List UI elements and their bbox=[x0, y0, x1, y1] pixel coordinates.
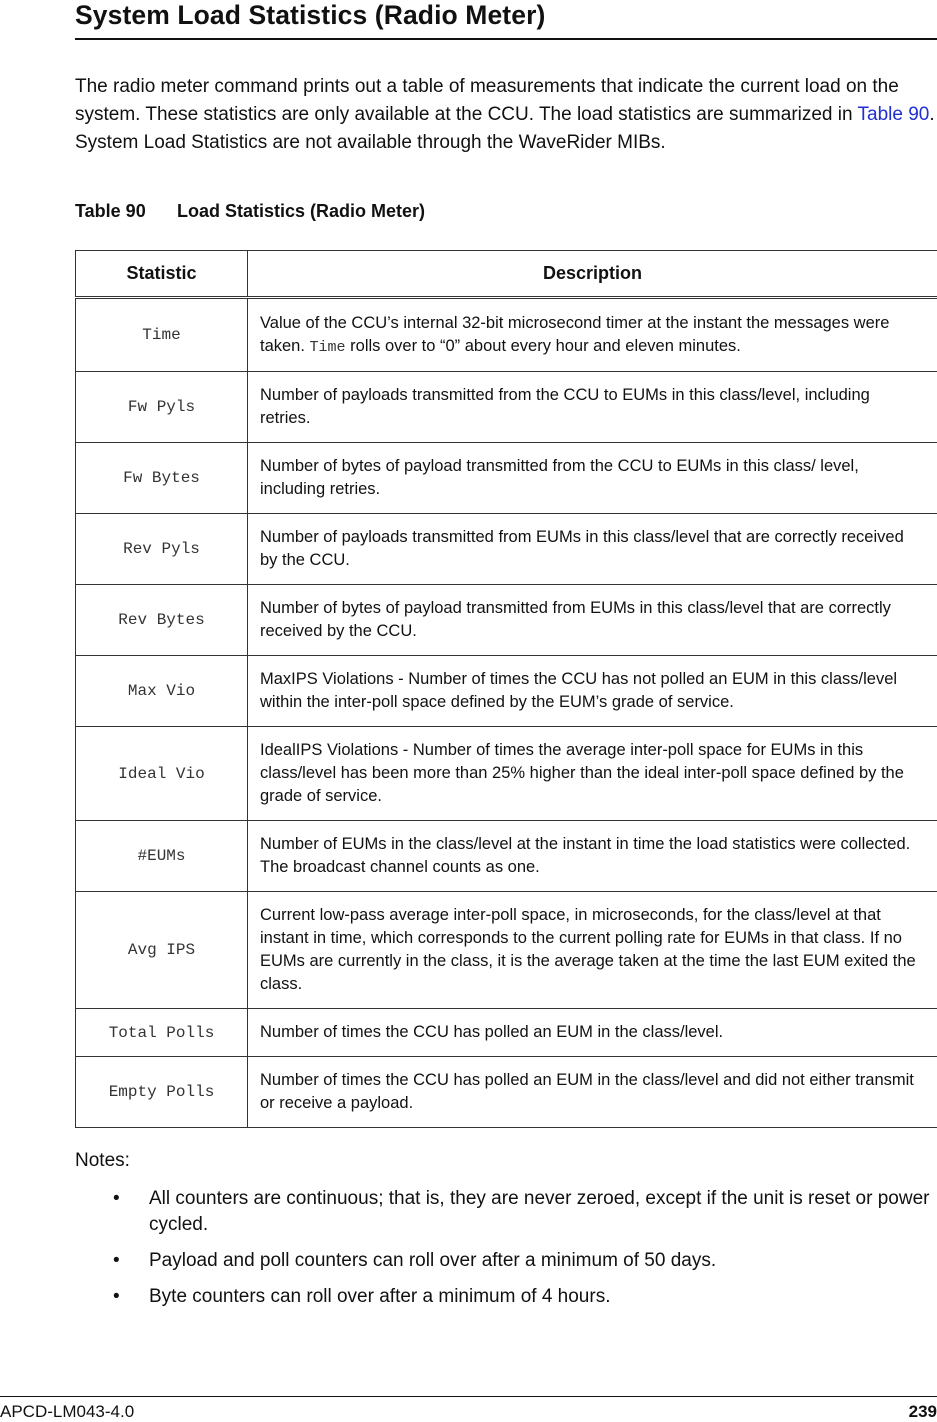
description-code: Time bbox=[310, 339, 346, 356]
table-row bbox=[76, 298, 937, 372]
statistic-name: Fw Bytes bbox=[76, 443, 248, 514]
description-text: Value of the CCU’s internal 32-bit microsecond timer at the instant the messages were taken. bbox=[260, 314, 889, 355]
statistic-description: Number of bytes of payload transmitted from EUMs in this class/level that are correctly received by the CCU. bbox=[248, 585, 937, 656]
section-heading bbox=[75, 0, 937, 40]
table-cross-reference-link[interactable]: Table 90 bbox=[858, 104, 930, 125]
statistic-description bbox=[248, 298, 937, 372]
statistic-name: Fw Pyls bbox=[76, 372, 248, 443]
table-row bbox=[76, 1057, 937, 1128]
note-text: Byte counters can roll over after a minimum of 4 hours. bbox=[149, 1286, 610, 1307]
statistic-description: IdealIPS Violations - Number of times the average inter-poll space for EUMs in this class/level has been more than 25% higher than the ideal inter-poll space defined by the grade of service. bbox=[248, 727, 937, 821]
table-row bbox=[76, 892, 937, 1009]
table-row bbox=[76, 656, 937, 727]
note-text: Payload and poll counters can roll over after a minimum of 50 days. bbox=[149, 1250, 716, 1271]
bullet-icon: • bbox=[113, 1186, 120, 1212]
table-row bbox=[76, 372, 937, 443]
table-caption-title: Load Statistics (Radio Meter) bbox=[177, 201, 425, 221]
statistic-description: Number of times the CCU has polled an EUM in the class/level and did not either transmit or receive a payload. bbox=[248, 1057, 937, 1128]
statistic-name: Max Vio bbox=[76, 656, 248, 727]
statistic-name: #EUMs bbox=[76, 821, 248, 892]
table-row bbox=[76, 821, 937, 892]
bullet-icon: • bbox=[113, 1284, 120, 1310]
statistic-name: Rev Bytes bbox=[76, 585, 248, 656]
statistic-name: Total Polls bbox=[76, 1009, 248, 1057]
page-number: 239 bbox=[909, 1402, 937, 1422]
statistic-description: Number of payloads transmitted from the CCU to EUMs in this class/level, including retries. bbox=[248, 372, 937, 443]
page-footer bbox=[0, 1396, 937, 1421]
statistic-name: Rev Pyls bbox=[76, 514, 248, 585]
header-statistic: Statistic bbox=[76, 251, 248, 298]
bullet-icon: • bbox=[113, 1248, 120, 1274]
table-row bbox=[76, 585, 937, 656]
table-row bbox=[76, 514, 937, 585]
table-header-row bbox=[76, 251, 937, 298]
statistic-name: Ideal Vio bbox=[76, 727, 248, 821]
statistic-name: Empty Polls bbox=[76, 1057, 248, 1128]
load-statistics-table bbox=[75, 250, 937, 1128]
page-title: System Load Statistics (Radio Meter) bbox=[75, 0, 545, 31]
statistic-description: MaxIPS Violations - Number of times the CCU has not polled an EUM in this class/level within the inter-poll space defined by the EUM’s grade of service. bbox=[248, 656, 937, 727]
list-item bbox=[113, 1248, 937, 1274]
header-description: Description bbox=[248, 251, 937, 298]
statistic-name: Time bbox=[76, 298, 248, 372]
intro-text-1: The radio meter command prints out a table of measurements that indicate the current load on the system. These statistics are only available at the CCU. The load statistics are summarized in bbox=[75, 76, 899, 125]
statistic-description: Number of EUMs in the class/level at the instant in time the load statistics were collected. The broadcast channel counts as one. bbox=[248, 821, 937, 892]
list-item bbox=[113, 1186, 937, 1238]
statistic-description: Number of payloads transmitted from EUMs in this class/level that are correctly received by the CCU. bbox=[248, 514, 937, 585]
intro-text-2: . System Load Statistics are not available through the WaveRider MIBs. bbox=[75, 104, 935, 153]
list-item bbox=[113, 1284, 937, 1310]
intro-paragraph bbox=[75, 73, 937, 157]
statistic-description: Number of times the CCU has polled an EUM in the class/level. bbox=[248, 1009, 937, 1057]
table-row bbox=[76, 443, 937, 514]
document-id: APCD-LM043-4.0 bbox=[0, 1402, 134, 1422]
table-row bbox=[76, 1009, 937, 1057]
notes-list bbox=[113, 1186, 937, 1320]
statistic-description: Number of bytes of payload transmitted from the CCU to EUMs in this class/ level, including retries. bbox=[248, 443, 937, 514]
note-text: All counters are continuous; that is, they are never zeroed, except if the unit is reset or power cycled. bbox=[149, 1188, 929, 1235]
statistic-name: Avg IPS bbox=[76, 892, 248, 1009]
table-caption bbox=[75, 201, 425, 222]
description-text: rolls over to “0” about every hour and eleven minutes. bbox=[346, 337, 741, 355]
table-row bbox=[76, 727, 937, 821]
statistic-description: Current low-pass average inter-poll space, in microseconds, for the class/level at that instant in time, which corresponds to the current polling rate for EUMs in that class. If no EUMs are currently in the class, it is the average taken at the time the last EUM exited the class. bbox=[248, 892, 937, 1009]
table-caption-label: Table 90 bbox=[75, 201, 177, 222]
notes-label: Notes: bbox=[75, 1150, 130, 1172]
